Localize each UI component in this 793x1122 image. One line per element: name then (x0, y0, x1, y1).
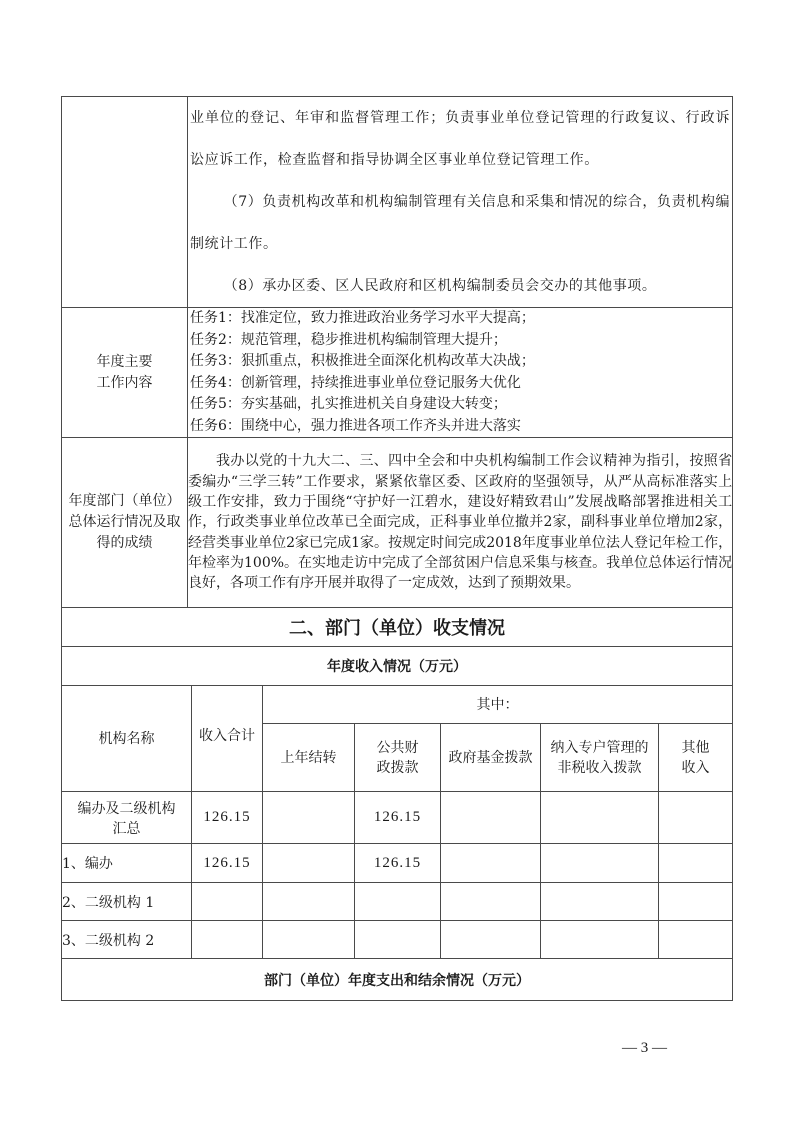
header-line: 收入 (681, 759, 710, 776)
overall-summary-text: 我办以党的十九大二、三、四中全会和中央机构编制工作会议精神为指引，按照省委编办“三学三转”工作要求，紧紧依靠区委、区政府的坚强领导，从严从高标准落实上级工作安排，致力于围绕“守护好一江碧水，建设好精致君山”发展战略部署推进相关工作，行政类事业单位改革已全面完成，正科事业单位撤并2家，副科事业单位增加2家，经营类事业单位2家已完成1家。按规定时间完成2018年度事业单位法人登记年检工作，年检率为100%。在实地走访中完成了全部贫困户信息采集与核查。我单位总体运行情况良好，各项工作有序开展并取得了一定成效，达到了预期效果。 (188, 438, 733, 608)
org-name-cell (62, 792, 192, 844)
public-finance-cell: 126.15 (355, 844, 441, 883)
public-finance-cell (355, 883, 441, 921)
header-line: 其他 (681, 739, 710, 756)
org-name-line: 汇总 (112, 820, 141, 837)
header-line: 纳入专户管理的 (550, 739, 649, 756)
label-line: 总体运行情况及取 (68, 514, 181, 530)
task-item: 任务2：规范管理，稳步推进机构编制管理大提升； (190, 331, 507, 348)
other-cell (659, 883, 733, 921)
other-cell (659, 921, 733, 959)
header-line: 公共财 (376, 739, 419, 756)
header-of-which: 其中： (263, 686, 733, 724)
income-title-row (62, 647, 733, 686)
task-item: 任务3：狠抓重点，积极推进全面深化机构改革大决战； (190, 353, 535, 369)
header-prev-year-carryover: 上年结转 (263, 724, 355, 792)
header-line: 政拨款 (376, 759, 419, 776)
duties-label-cell (62, 97, 188, 308)
non-tax-cell (541, 792, 659, 844)
task-item: 任务1：找准定位，致力推进政治业务学习水平大提高； (190, 310, 535, 326)
label-line: 工作内容 (96, 374, 153, 391)
overall-label (62, 438, 188, 608)
carryover-cell (263, 921, 355, 959)
header-non-tax (541, 724, 659, 792)
gov-fund-cell (441, 921, 541, 959)
annual-tasks-list (188, 308, 733, 438)
table-row (62, 792, 733, 844)
non-tax-cell (541, 883, 659, 921)
task-item: 任务4：创新管理，持续推进事业单位登记服务大优化 (190, 374, 521, 391)
carryover-cell (263, 883, 355, 921)
header-other (659, 724, 733, 792)
page-number: — 3 — (622, 1040, 667, 1056)
duty-paragraph: （7）负责机构改革和机构编制管理有关信息和采集和情况的综合，负责机构编制统计工作。 (190, 194, 731, 252)
org-name-line: 编办及二级机构 (77, 800, 176, 817)
org-name-cell: 3、二级机构 2 (62, 921, 192, 959)
other-cell (659, 792, 733, 844)
expense-title: 部门（单位）年度支出和结余情况（万元） (62, 959, 733, 1001)
public-finance-cell (355, 921, 441, 959)
org-name-cell: 2、二级机构 1 (62, 883, 192, 921)
section-title-row (62, 608, 733, 647)
income-header-row-1 (62, 686, 733, 724)
header-income-total: 收入合计 (192, 686, 263, 792)
gov-fund-cell (441, 844, 541, 883)
duties-row (62, 97, 733, 308)
expense-title-row (62, 959, 733, 1001)
duties-content-cell (188, 97, 733, 308)
income-total-cell (192, 883, 263, 921)
non-tax-cell (541, 921, 659, 959)
income-total-cell (192, 921, 263, 959)
gov-fund-cell (441, 792, 541, 844)
table-row (62, 883, 733, 921)
label-line: 得的成绩 (96, 535, 153, 551)
header-gov-fund: 政府基金拨款 (441, 724, 541, 792)
other-cell (659, 844, 733, 883)
annual-tasks-label (62, 308, 188, 438)
public-finance-cell: 126.15 (355, 792, 441, 844)
label-line: 年度部门（单位） (68, 493, 181, 509)
header-public-finance (355, 724, 441, 792)
performance-table (61, 96, 733, 1001)
overall-row (62, 438, 733, 608)
table-row (62, 921, 733, 959)
carryover-cell (263, 844, 355, 883)
table-row (62, 844, 733, 883)
income-total-cell: 126.15 (192, 844, 263, 883)
duty-paragraph: 业单位的登记、年审和监督管理工作；负责事业单位登记管理的行政复议、行政诉讼应诉工作，检查监督和指导协调全区事业单位登记管理工作。 (190, 110, 731, 168)
org-name-cell: 1、编办 (62, 844, 192, 883)
task-item: 任务5：夯实基础，扎实推进机关自身建设大转变； (190, 396, 507, 412)
header-line: 非税收入拨款 (557, 759, 642, 776)
annual-tasks-row (62, 308, 733, 438)
income-total-cell: 126.15 (192, 792, 263, 844)
section-title: 二、部门（单位）收支情况 (62, 608, 733, 647)
duty-paragraph: （8）承办区委、区人民政府和区机构编制委员会交办的其他事项。 (223, 278, 657, 294)
non-tax-cell (541, 844, 659, 883)
task-item: 任务6：围绕中心，强力推进各项工作齐头并进大落实 (190, 417, 521, 434)
header-org-name: 机构名称 (62, 686, 192, 792)
carryover-cell (263, 792, 355, 844)
income-title: 年度收入情况（万元） (62, 647, 733, 686)
label-line: 年度主要 (96, 353, 153, 370)
gov-fund-cell (441, 883, 541, 921)
